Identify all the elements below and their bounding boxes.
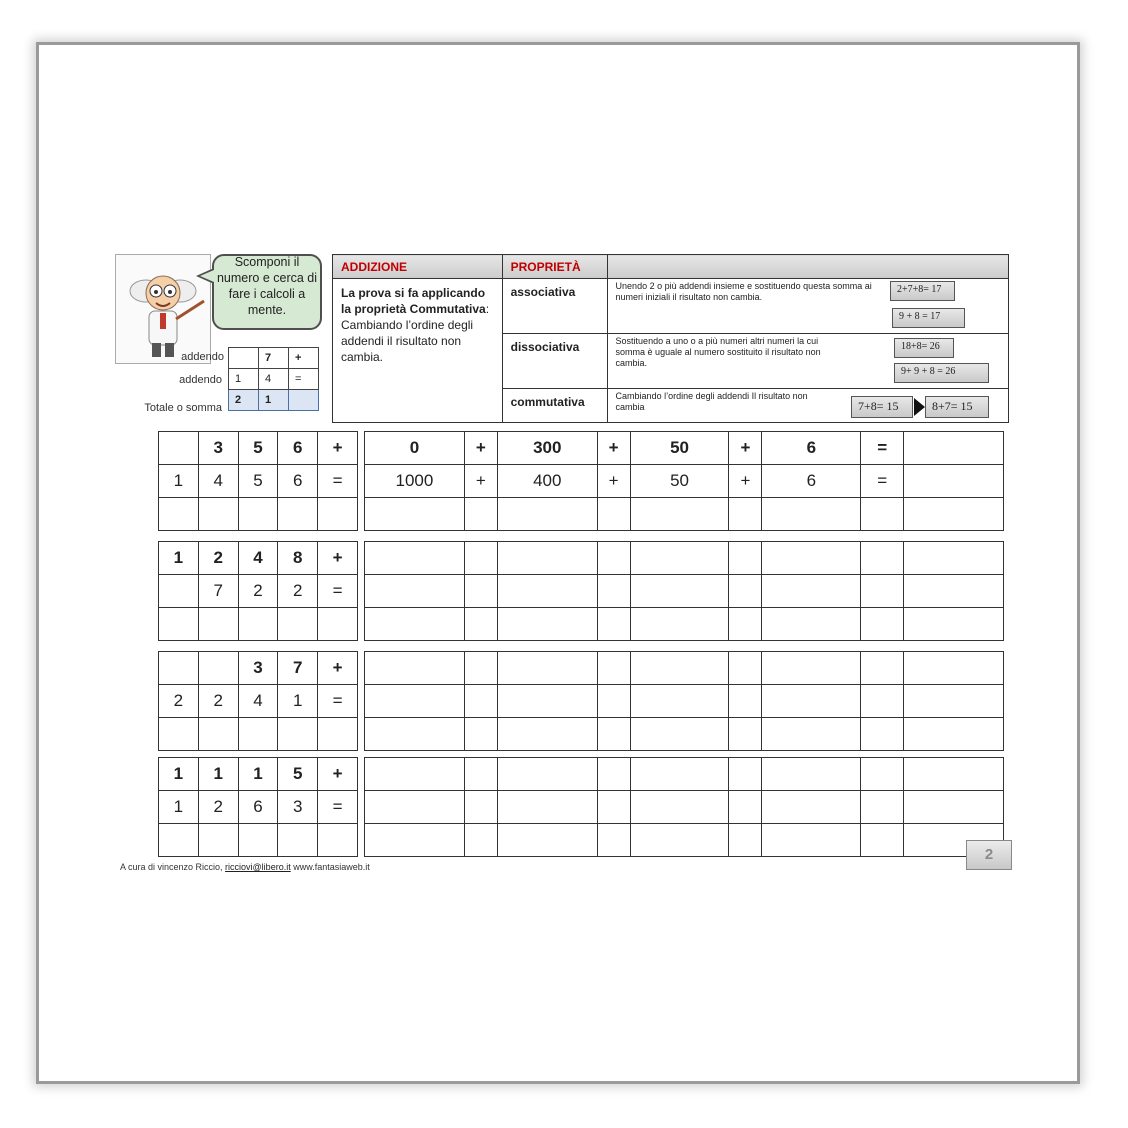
left-cell[interactable]: 6	[238, 791, 278, 824]
left-cell[interactable]	[238, 718, 278, 751]
right-cell[interactable]	[762, 542, 861, 575]
right-cell[interactable]	[597, 718, 630, 751]
right-cell[interactable]	[729, 718, 762, 751]
header-addizione: ADDIZIONE	[333, 255, 503, 279]
example-cell: 7	[259, 348, 289, 369]
exercise-3-right-grid	[364, 651, 1004, 751]
left-cell[interactable]	[198, 498, 238, 531]
right-cell[interactable]	[597, 685, 630, 718]
right-cell[interactable]	[630, 498, 729, 531]
right-cell[interactable]	[464, 791, 497, 824]
right-cell[interactable]	[861, 498, 904, 531]
desc-dissociativa-text: Sostituendo a uno o a più numeri altri numeri la cui somma è uguale al numero sostituito il risultato non cambia.	[615, 336, 821, 368]
right-cell[interactable]	[762, 498, 861, 531]
right-cell[interactable]: 400	[497, 465, 597, 498]
left-cell[interactable]: 4	[238, 685, 278, 718]
left-cell[interactable]	[278, 498, 318, 531]
right-cell[interactable]: 300	[497, 432, 597, 465]
right-cell[interactable]: 50	[630, 465, 729, 498]
right-cell[interactable]	[597, 758, 630, 791]
left-cell[interactable]	[238, 824, 278, 857]
example-sum-cell: 2	[229, 390, 259, 411]
commutativa-example-1: 7+8= 15	[851, 396, 913, 418]
right-cell[interactable]: 50	[630, 432, 729, 465]
left-cell[interactable]: 4	[238, 542, 278, 575]
right-cell[interactable]	[904, 575, 1004, 608]
desc-commutativa-text: Cambiando l’ordine degli addendi Il risultato non cambia	[615, 391, 808, 412]
left-cell[interactable]: 5	[238, 465, 278, 498]
right-cell[interactable]	[597, 575, 630, 608]
example-cell	[229, 348, 259, 369]
exercise-4-right-grid	[364, 757, 1004, 857]
left-cell[interactable]	[318, 608, 358, 641]
left-cell[interactable]: 1	[159, 465, 199, 498]
example-sum-cell: 1	[259, 390, 289, 411]
right-cell[interactable]	[729, 652, 762, 685]
right-cell[interactable]	[861, 542, 904, 575]
right-cell[interactable]	[597, 824, 630, 857]
footer-prefix: A cura di vincenzo Riccio,	[120, 862, 226, 872]
right-cell[interactable]	[365, 685, 465, 718]
left-cell[interactable]	[159, 652, 199, 685]
right-cell[interactable]	[464, 758, 497, 791]
left-cell[interactable]	[159, 575, 199, 608]
right-cell[interactable]: +	[597, 432, 630, 465]
right-cell[interactable]	[904, 608, 1004, 641]
left-cell[interactable]: 4	[198, 465, 238, 498]
footer-site: www.fantasiaweb.it	[290, 862, 370, 872]
header-proprieta: PROPRIETÀ	[502, 255, 607, 279]
exercise-2-right-grid	[364, 541, 1004, 641]
left-cell[interactable]: 1	[278, 685, 318, 718]
commutative-explanation	[333, 279, 503, 423]
example-cell: 4	[259, 369, 289, 390]
page-number: 2	[966, 840, 1012, 870]
right-cell[interactable]	[630, 718, 729, 751]
right-cell[interactable]	[861, 758, 904, 791]
left-cell[interactable]	[278, 718, 318, 751]
left-cell[interactable]: 2	[238, 575, 278, 608]
left-cell[interactable]	[198, 608, 238, 641]
right-cell[interactable]	[597, 608, 630, 641]
right-cell[interactable]: 1000	[365, 465, 465, 498]
right-cell[interactable]	[365, 608, 465, 641]
left-cell[interactable]	[198, 718, 238, 751]
right-cell[interactable]	[861, 608, 904, 641]
right-cell[interactable]	[904, 432, 1004, 465]
left-cell[interactable]	[318, 498, 358, 531]
example-sum-cell	[289, 390, 319, 411]
right-cell[interactable]	[365, 824, 465, 857]
dissociativa-example-2: 9+ 9 + 8 = 26	[894, 363, 989, 383]
left-cell[interactable]: =	[318, 575, 358, 608]
left-cell[interactable]: 1	[198, 758, 238, 791]
right-cell[interactable]	[464, 652, 497, 685]
right-cell[interactable]	[597, 791, 630, 824]
right-cell[interactable]	[497, 718, 597, 751]
right-cell[interactable]	[365, 791, 465, 824]
right-cell[interactable]	[365, 652, 465, 685]
left-cell[interactable]: 6	[278, 465, 318, 498]
left-cell[interactable]	[159, 432, 199, 465]
right-cell[interactable]	[729, 791, 762, 824]
right-cell[interactable]	[762, 718, 861, 751]
property-dissociativa: dissociativa	[502, 334, 607, 389]
footer	[120, 862, 370, 872]
left-cell[interactable]: 2	[198, 542, 238, 575]
associativa-example-1: 2+7+8= 17	[890, 281, 955, 301]
exercise-1-left-grid	[158, 431, 358, 531]
right-cell[interactable]	[464, 575, 497, 608]
example-cell: +	[289, 348, 319, 369]
example-cell: 1	[229, 369, 259, 390]
left-cell[interactable]: +	[318, 758, 358, 791]
left-cell[interactable]	[159, 718, 199, 751]
arrow-right-icon	[914, 398, 925, 416]
left-cell[interactable]: 2	[198, 791, 238, 824]
left-cell[interactable]	[278, 608, 318, 641]
left-cell[interactable]: 2	[198, 685, 238, 718]
right-cell[interactable]	[365, 758, 465, 791]
explanation-colon: :	[485, 302, 490, 316]
right-cell[interactable]	[365, 575, 465, 608]
left-cell[interactable]	[198, 652, 238, 685]
right-cell[interactable]: 6	[762, 432, 861, 465]
right-cell[interactable]	[762, 824, 861, 857]
right-cell[interactable]	[630, 575, 729, 608]
right-cell[interactable]	[762, 791, 861, 824]
speech-bubble-tail-inner	[200, 270, 214, 282]
right-cell[interactable]	[497, 652, 597, 685]
right-cell[interactable]	[861, 824, 904, 857]
desc-associativa-text: Unendo 2 o più addendi insieme e sostituendo questa somma ai numeri iniziali il risultato non cambia.	[615, 281, 872, 302]
right-cell[interactable]: +	[729, 465, 762, 498]
left-cell[interactable]: 3	[278, 791, 318, 824]
left-cell[interactable]: 7	[278, 652, 318, 685]
left-cell[interactable]: 1	[159, 542, 199, 575]
left-cell[interactable]	[318, 824, 358, 857]
right-cell[interactable]	[497, 498, 597, 531]
right-cell[interactable]	[630, 685, 729, 718]
left-cell[interactable]: 2	[159, 685, 199, 718]
right-cell[interactable]: =	[861, 465, 904, 498]
right-cell[interactable]	[365, 542, 465, 575]
right-cell[interactable]	[497, 758, 597, 791]
right-cell[interactable]	[729, 758, 762, 791]
right-cell[interactable]	[904, 652, 1004, 685]
right-cell[interactable]	[904, 498, 1004, 531]
left-cell[interactable]: +	[318, 432, 358, 465]
right-cell[interactable]	[904, 791, 1004, 824]
left-cell[interactable]: +	[318, 652, 358, 685]
speech-bubble-text: Scomponi il numero e cerca di fare i calcoli a mente.	[216, 255, 318, 317]
addendo-label-1: addendo	[181, 351, 224, 363]
right-cell[interactable]	[729, 824, 762, 857]
left-cell[interactable]: 5	[238, 432, 278, 465]
right-cell[interactable]	[630, 824, 729, 857]
exercise-3-left-grid	[158, 651, 358, 751]
left-cell[interactable]: 3	[238, 652, 278, 685]
speech-bubble	[212, 254, 322, 330]
right-cell[interactable]	[497, 824, 597, 857]
left-cell[interactable]: =	[318, 465, 358, 498]
left-cell[interactable]	[238, 498, 278, 531]
commutativa-example-2: 8+7= 15	[925, 396, 989, 418]
right-cell[interactable]	[762, 685, 861, 718]
right-cell[interactable]	[597, 652, 630, 685]
right-cell[interactable]	[861, 575, 904, 608]
left-cell[interactable]	[159, 498, 199, 531]
left-cell[interactable]: 8	[278, 542, 318, 575]
right-cell[interactable]	[729, 685, 762, 718]
right-cell[interactable]	[904, 758, 1004, 791]
left-cell[interactable]: 2	[278, 575, 318, 608]
right-cell[interactable]: =	[861, 432, 904, 465]
right-cell[interactable]	[464, 498, 497, 531]
left-cell[interactable]	[159, 608, 199, 641]
left-cell[interactable]: 6	[278, 432, 318, 465]
explanation-text: Cambiando l’ordine degli addendi il risultato non cambia.	[341, 318, 474, 364]
right-cell[interactable]	[861, 718, 904, 751]
right-cell[interactable]	[365, 498, 465, 531]
right-cell[interactable]	[630, 652, 729, 685]
addendo-label-2: addendo	[179, 374, 222, 386]
right-cell[interactable]	[904, 685, 1004, 718]
right-cell[interactable]: +	[464, 432, 497, 465]
header-empty	[607, 255, 1008, 279]
left-cell[interactable]	[238, 608, 278, 641]
left-cell[interactable]: 5	[278, 758, 318, 791]
right-cell[interactable]: +	[464, 465, 497, 498]
left-cell[interactable]: 3	[198, 432, 238, 465]
sum-label: Totale o somma	[144, 402, 222, 414]
left-cell[interactable]: 7	[198, 575, 238, 608]
left-cell[interactable]: 1	[159, 758, 199, 791]
exercise-2-left-grid	[158, 541, 358, 641]
right-cell[interactable]	[597, 498, 630, 531]
right-cell[interactable]	[630, 791, 729, 824]
right-cell[interactable]: +	[729, 432, 762, 465]
exercise-4-left-grid	[158, 757, 358, 857]
right-cell[interactable]	[729, 498, 762, 531]
left-cell[interactable]: +	[318, 542, 358, 575]
right-cell[interactable]	[861, 791, 904, 824]
right-cell[interactable]	[762, 608, 861, 641]
right-cell[interactable]	[729, 608, 762, 641]
dissociativa-example-1: 18+8= 26	[894, 338, 954, 358]
right-cell[interactable]	[904, 465, 1004, 498]
right-cell[interactable]	[630, 608, 729, 641]
right-cell[interactable]	[464, 608, 497, 641]
exercise-1-right-grid	[364, 431, 1004, 531]
left-cell[interactable]: 1	[159, 791, 199, 824]
right-cell[interactable]	[861, 652, 904, 685]
right-cell[interactable]	[762, 758, 861, 791]
footer-email-link[interactable]: ricciovi@libero.it	[225, 862, 291, 872]
right-cell[interactable]	[497, 575, 597, 608]
right-cell[interactable]	[904, 718, 1004, 751]
right-cell[interactable]	[497, 791, 597, 824]
left-cell[interactable]	[278, 824, 318, 857]
right-cell[interactable]	[464, 542, 497, 575]
right-cell[interactable]	[497, 608, 597, 641]
property-commutativa: commutativa	[502, 389, 607, 423]
right-cell[interactable]	[904, 542, 1004, 575]
right-cell[interactable]	[861, 685, 904, 718]
left-cell[interactable]: =	[318, 791, 358, 824]
explanation-bold: La prova si fa applicando la proprietà Commutativa	[341, 286, 486, 316]
right-cell[interactable]	[729, 542, 762, 575]
right-cell[interactable]	[497, 542, 597, 575]
left-cell[interactable]	[318, 718, 358, 751]
left-cell[interactable]: =	[318, 685, 358, 718]
right-cell[interactable]	[630, 758, 729, 791]
right-cell[interactable]	[365, 718, 465, 751]
example-sum-table	[228, 347, 319, 411]
right-cell[interactable]	[729, 575, 762, 608]
left-cell[interactable]: 1	[238, 758, 278, 791]
right-cell[interactable]	[497, 685, 597, 718]
right-cell[interactable]	[762, 652, 861, 685]
right-cell[interactable]	[464, 718, 497, 751]
right-cell[interactable]	[464, 685, 497, 718]
right-cell[interactable]: 0	[365, 432, 465, 465]
property-associativa: associativa	[502, 279, 607, 334]
right-cell[interactable]	[762, 575, 861, 608]
right-cell[interactable]: 6	[762, 465, 861, 498]
right-cell[interactable]	[630, 542, 729, 575]
left-cell[interactable]	[198, 824, 238, 857]
right-cell[interactable]: +	[597, 465, 630, 498]
example-cell: =	[289, 369, 319, 390]
associativa-example-2: 9 + 8 = 17	[892, 308, 965, 328]
right-cell[interactable]	[597, 542, 630, 575]
right-cell[interactable]	[464, 824, 497, 857]
left-cell[interactable]	[159, 824, 199, 857]
